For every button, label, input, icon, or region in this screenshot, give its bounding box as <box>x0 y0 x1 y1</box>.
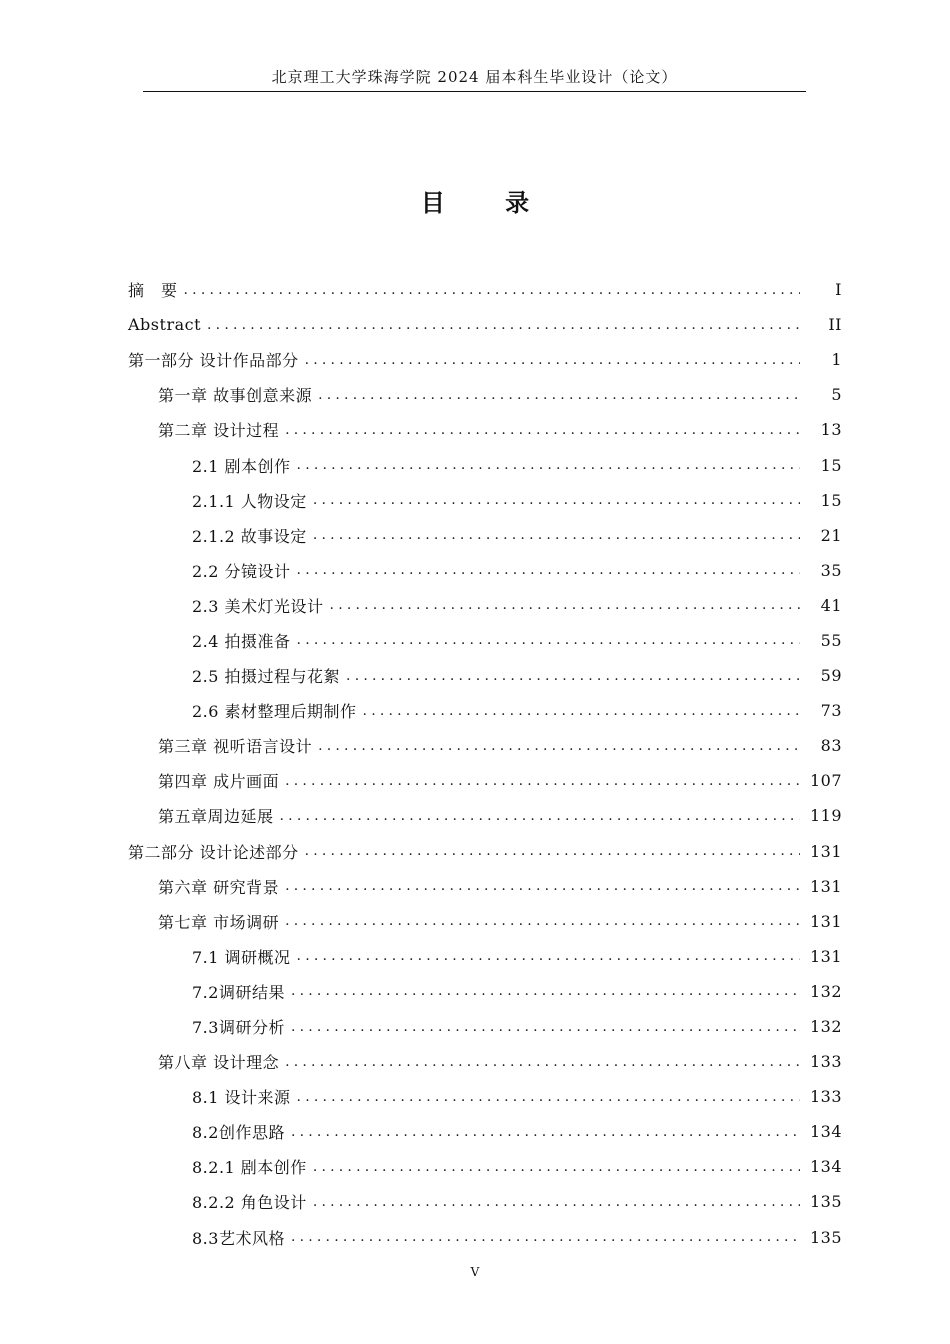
toc-entry[interactable] <box>128 1079 842 1114</box>
toc-entry[interactable] <box>128 518 842 553</box>
toc-entry-page: 35 <box>820 560 842 580</box>
toc-leader-dots <box>291 983 800 999</box>
toc-entry-page: 132 <box>809 981 842 1001</box>
toc-entry-label: 2.1.1 人物设定 <box>192 491 307 511</box>
toc-entry-label: 摘 要 <box>128 281 178 301</box>
toc-leader-dots <box>313 1194 800 1210</box>
toc-entry[interactable] <box>128 1114 842 1149</box>
toc-entry[interactable] <box>128 272 842 307</box>
toc-entry-label: 7.1 调研概况 <box>192 947 291 967</box>
toc-entry-page: 15 <box>820 490 842 510</box>
toc-leader-dots <box>313 1159 800 1175</box>
toc-entry-page: 13 <box>820 420 842 440</box>
toc-entry-label: 8.2.2 角色设计 <box>192 1193 307 1213</box>
toc-entry-page: 134 <box>809 1157 842 1177</box>
toc-entry-page: 119 <box>809 806 842 826</box>
toc-entry[interactable] <box>128 412 842 447</box>
toc-entry[interactable] <box>128 447 842 482</box>
page-title: 目 录 <box>420 189 556 217</box>
toc-entry[interactable] <box>128 307 842 342</box>
toc-entry-page: 107 <box>809 771 842 791</box>
page-number: V <box>470 1265 480 1279</box>
toc-entry-page: 131 <box>809 841 842 861</box>
toc-entry-label: 第五章周边延展 <box>158 807 274 827</box>
toc-entry[interactable] <box>128 763 842 798</box>
toc-leader-dots <box>291 1229 800 1245</box>
toc-entry-page: 1 <box>831 350 842 370</box>
toc-leader-dots <box>297 457 800 473</box>
toc-entry[interactable] <box>128 1009 842 1044</box>
toc-entry-label: 8.1 设计来源 <box>192 1088 291 1108</box>
toc-entry-label: 第一章 故事创意来源 <box>158 386 313 406</box>
toc-entry-page: 83 <box>820 736 842 756</box>
toc-entry-page: 55 <box>820 630 842 650</box>
toc-leader-dots <box>297 1089 800 1105</box>
toc-entry-label: 8.3艺术风格 <box>192 1228 285 1248</box>
toc-entry[interactable] <box>128 728 842 763</box>
toc-leader-dots <box>313 492 800 508</box>
toc-leader-dots <box>285 1054 800 1070</box>
toc-entry-label: 2.1.2 故事设定 <box>192 526 307 546</box>
toc-leader-dots <box>207 317 800 333</box>
toc-leader-dots <box>346 668 800 684</box>
toc-leader-dots <box>280 808 800 824</box>
toc-entry-page: 41 <box>820 595 842 615</box>
toc-entry-page: 21 <box>820 525 842 545</box>
toc-entry-page: 59 <box>820 666 842 686</box>
toc-leader-dots <box>297 948 800 964</box>
toc-entry-page: 15 <box>820 455 842 475</box>
toc-leader-dots <box>363 703 800 719</box>
toc-entry-page: 133 <box>809 1052 842 1072</box>
toc-leader-dots <box>318 738 800 754</box>
toc-entry-label: 第四章 成片画面 <box>158 772 280 792</box>
toc-entry-label: 2.5 拍摄过程与花絮 <box>192 667 341 687</box>
toc-entry-label: 7.3调研分析 <box>192 1018 285 1038</box>
toc-entry-page: 5 <box>831 385 842 405</box>
toc-entry-label: 2.6 素材整理后期制作 <box>192 702 357 722</box>
toc-entry[interactable] <box>128 1044 842 1079</box>
toc-entry-page: 135 <box>809 1227 842 1247</box>
page-header: 北京理工大学珠海学院 2024 届本科生毕业设计（论文） <box>271 68 678 86</box>
toc-entry-label: 7.2调研结果 <box>192 982 285 1002</box>
header-divider <box>143 91 806 92</box>
toc-entry-label: 第二部分 设计论述部分 <box>128 842 299 862</box>
toc-entry-label: 第八章 设计理念 <box>158 1053 280 1073</box>
toc-entry[interactable] <box>128 623 842 658</box>
toc-entry-label: 2.2 分镜设计 <box>192 561 291 581</box>
toc-leader-dots <box>305 352 800 368</box>
toc-leader-dots <box>330 597 800 613</box>
toc-leader-dots <box>313 527 800 543</box>
toc-entry[interactable] <box>128 834 842 869</box>
toc-leader-dots <box>285 422 800 438</box>
toc-entry-label: Abstract <box>128 315 202 335</box>
toc-entry[interactable] <box>128 658 842 693</box>
toc-leader-dots <box>297 562 800 578</box>
toc-entry-label: 8.2.1 剧本创作 <box>192 1158 307 1178</box>
toc-leader-dots <box>285 773 800 789</box>
toc-entry-label: 2.3 美术灯光设计 <box>192 596 324 616</box>
toc-entry-page: 135 <box>809 1192 842 1212</box>
toc-entry-label: 第一部分 设计作品部分 <box>128 351 299 371</box>
toc-leader-dots <box>291 1019 800 1035</box>
toc-entry-label: 第七章 市场调研 <box>158 912 280 932</box>
toc-leader-dots <box>318 387 800 403</box>
toc-entry[interactable] <box>128 939 842 974</box>
toc-entry[interactable] <box>128 1184 842 1219</box>
toc-entry[interactable] <box>128 974 842 1009</box>
toc-leader-dots <box>285 878 800 894</box>
toc-entry-label: 第三章 视听语言设计 <box>158 737 313 757</box>
toc-entry-page: 131 <box>809 946 842 966</box>
toc-entry[interactable] <box>128 1220 842 1255</box>
toc-entry-label: 2.1 剧本创作 <box>192 456 291 476</box>
toc-entry[interactable] <box>128 342 842 377</box>
toc-entry-page: 133 <box>809 1087 842 1107</box>
toc-leader-dots <box>184 282 800 298</box>
toc-entry[interactable] <box>128 693 842 728</box>
toc-entry-label: 第六章 研究背景 <box>158 877 280 897</box>
toc-entry-label: 8.2创作思路 <box>192 1123 285 1143</box>
toc-entry[interactable] <box>128 904 842 939</box>
toc-entry[interactable] <box>128 553 842 588</box>
toc-entry-page: 73 <box>820 701 842 721</box>
toc-leader-dots <box>305 843 800 859</box>
toc-entry-page: 132 <box>809 1017 842 1037</box>
toc-entry-page: 134 <box>809 1122 842 1142</box>
toc-entry-label: 2.4 拍摄准备 <box>192 631 291 651</box>
toc-entry-label: 第二章 设计过程 <box>158 421 280 441</box>
toc-entry-page: II <box>828 315 842 335</box>
toc-entry[interactable] <box>128 483 842 518</box>
toc-leader-dots <box>291 1124 800 1140</box>
toc-entry[interactable] <box>128 588 842 623</box>
toc-entry-page: I <box>835 280 842 300</box>
toc-entry[interactable] <box>128 377 842 412</box>
toc-leader-dots <box>297 632 800 648</box>
toc-leader-dots <box>285 913 800 929</box>
toc-entry[interactable] <box>128 869 842 904</box>
toc-entry-page: 131 <box>809 911 842 931</box>
toc-entry-page: 131 <box>809 876 842 896</box>
table-of-contents <box>128 272 842 1255</box>
toc-entry[interactable] <box>128 1149 842 1184</box>
toc-entry[interactable] <box>128 798 842 833</box>
